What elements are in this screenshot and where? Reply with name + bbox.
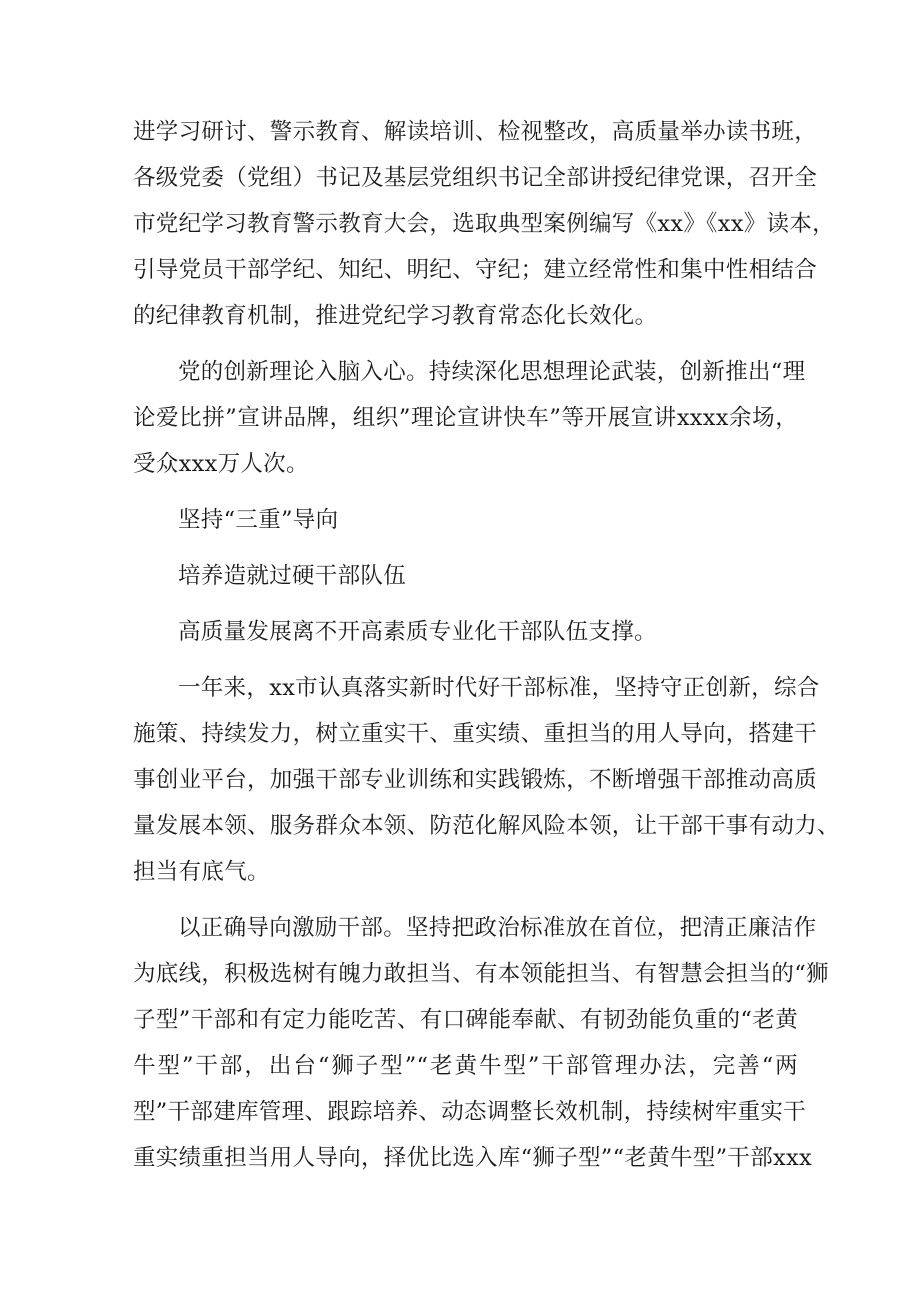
section-heading: 高质量发展离不开高素质专业化干部队伍支撑。 <box>178 619 657 645</box>
body-paragraph <box>133 665 840 895</box>
section-heading: 培养造就过硬干部队伍 <box>178 563 407 589</box>
paragraph-line: 的纪律教育机制，推进党纪学习教育常态化长效化。 <box>133 303 658 329</box>
paragraph-line: 担当有底气。 <box>133 859 270 885</box>
paragraph-line: 党的创新理论入脑入心。持续深化思想理论武装，创新推出“理 <box>178 359 806 385</box>
paragraph-line: 量发展本领、服务群众本领、防范化解风险本领，让干部干事有动力、 <box>133 813 840 839</box>
paragraph-line: 一年来，xx市认真落实新时代好干部标准，坚持守正创新，综合 <box>178 675 820 701</box>
body-paragraph <box>133 349 806 487</box>
paragraph-line: 重实绩重担当用人导向，择优比选入库“狮子型”“老黄牛型”干部xxx <box>133 1145 812 1171</box>
paragraph-line: 型”干部建库管理、跟踪培养、动态调整长效机制，持续树牢重实干 <box>133 1099 807 1125</box>
body-paragraph <box>133 905 829 1181</box>
paragraph-line: 子型”干部和有定力能吃苦、有口碑能奉献、有韧劲能负重的“老黄 <box>133 1007 798 1033</box>
paragraph-line: 进学习研讨、警示教育、解读培训、检视整改，高质量举办读书班， <box>133 119 818 145</box>
paragraph-line: 施策、持续发力，树立重实干、重实绩、重担当的用人导向，搭建干 <box>133 721 818 747</box>
paragraph-line: 为底线，积极选树有魄力敢担当、有本领能担当、有智慧会担当的“狮 <box>133 961 829 987</box>
body-paragraph <box>133 109 835 339</box>
section-heading: 坚持“三重”导向 <box>178 507 339 533</box>
paragraph-line: 论爱比拼”宣讲品牌，组织”理论宣讲快车”等开展宣讲xxxx余场， <box>133 405 798 431</box>
paragraph-line: 事创业平台，加强干部专业训练和实践锻炼，不断增强干部推动高质 <box>133 767 818 793</box>
document-body <box>133 109 840 1191</box>
paragraph-line: 以正确导向激励干部。坚持把政治标准放在首位，把清正廉洁作 <box>178 915 817 941</box>
paragraph-line: 各级党委（党组）书记及基层党组织书记全部讲授纪律党课，召开全 <box>133 165 818 191</box>
paragraph-line: 受众xxx万人次。 <box>133 451 309 477</box>
paragraph-line: 市党纪学习教育警示教育大会，选取典型案例编写《xx》《xx》读本， <box>133 211 835 237</box>
paragraph-line: 牛型”干部，出台“狮子型”“老黄牛型”干部管理办法，完善“两 <box>133 1053 798 1079</box>
paragraph-line: 引导党员干部学纪、知纪、明纪、守纪；建立经常性和集中性相结合 <box>133 257 818 283</box>
